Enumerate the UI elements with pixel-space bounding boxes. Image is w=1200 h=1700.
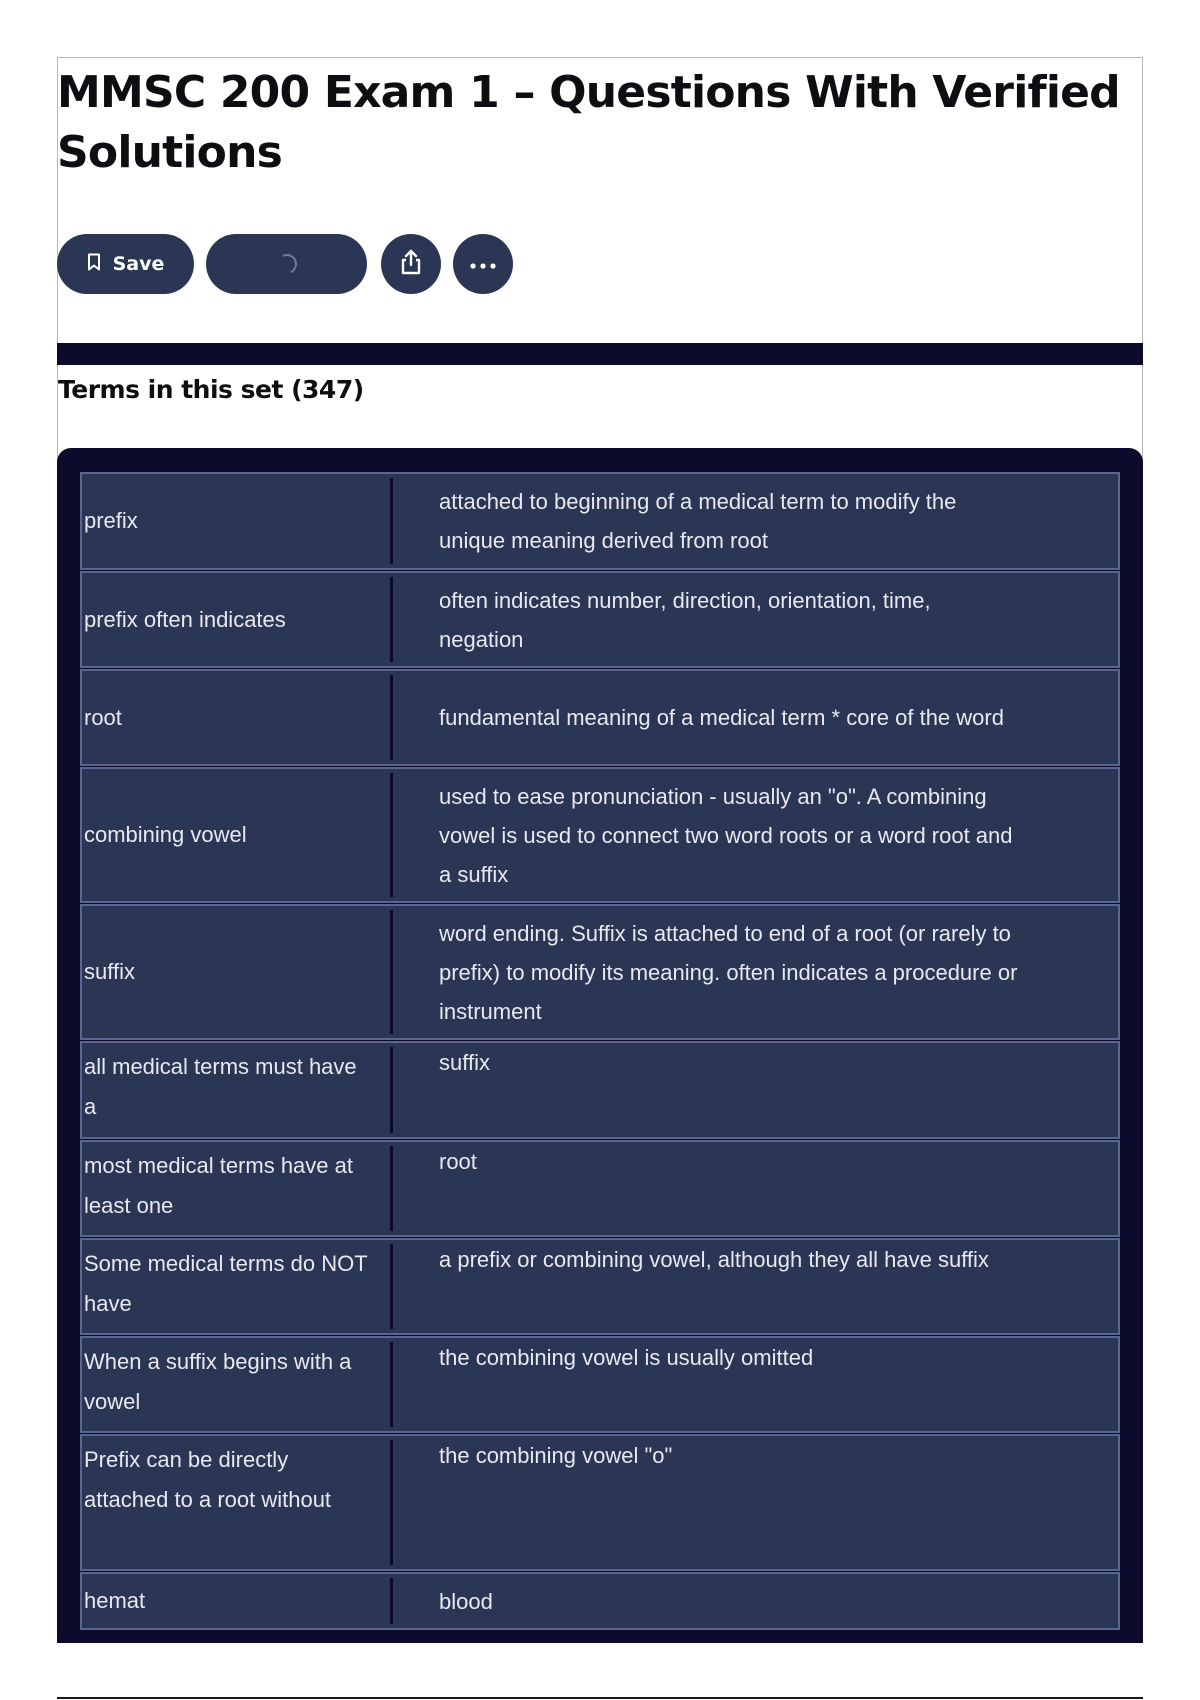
spinner-icon — [274, 251, 300, 277]
table-row — [80, 669, 1120, 766]
term-cell: most medical terms have at least one — [82, 1146, 393, 1231]
table-row — [80, 571, 1120, 668]
definition-cell: root — [439, 1149, 477, 1174]
loading-button[interactable] — [206, 234, 367, 294]
table-row — [80, 1238, 1120, 1335]
table-row — [80, 1336, 1120, 1433]
action-toolbar — [57, 234, 513, 294]
term-cell: hemat — [82, 1578, 393, 1624]
more-options-button[interactable] — [453, 234, 513, 294]
bookmark-icon — [87, 253, 101, 276]
table-row — [80, 1434, 1120, 1571]
term-cell: When a suffix begins with a vowel — [82, 1342, 393, 1427]
term-cell: prefix — [82, 478, 393, 564]
page-title: MMSC 200 Exam 1 – Questions With Verified Solutions — [57, 67, 1120, 178]
save-label: Save — [112, 253, 165, 275]
definition-cell: used to ease pronunciation - usually an "o". A combining vowel is used to connect two word roots or a word root and a suffix — [439, 783, 1013, 887]
definition-cell: suffix — [439, 1050, 490, 1075]
share-button[interactable] — [381, 234, 441, 294]
terms-table — [80, 472, 1120, 1631]
definition-cell: a prefix or combining vowel, although they all have suffix — [439, 1247, 989, 1272]
definition-cell: attached to beginning of a medical term to modify the unique meaning derived from root — [439, 489, 957, 553]
term-cell: Some medical terms do NOT have — [82, 1244, 393, 1329]
section-divider — [57, 343, 1143, 365]
term-cell: suffix — [82, 910, 393, 1034]
page-bottom-rule — [57, 1697, 1143, 1699]
definition-cell: the combining vowel is usually omitted — [439, 1345, 814, 1370]
definition-cell: word ending. Suffix is attached to end of a root (or rarely to prefix) to modify its meaning. often indicates a procedure or instrument — [439, 920, 1018, 1024]
definition-cell: often indicates number, direction, orientation, time, negation — [439, 587, 931, 652]
table-row — [80, 1572, 1120, 1630]
more-icon — [469, 253, 497, 275]
term-cell: Prefix can be directly attached to a root without — [82, 1440, 393, 1565]
share-icon — [398, 248, 424, 281]
table-row — [80, 1140, 1120, 1237]
table-row — [80, 904, 1120, 1040]
term-cell: root — [82, 675, 393, 760]
term-cell: prefix often indicates — [82, 577, 393, 662]
table-row — [80, 472, 1120, 570]
save-button[interactable] — [57, 234, 194, 294]
term-cell: combining vowel — [82, 773, 393, 897]
table-row — [80, 767, 1120, 903]
table-row — [80, 1041, 1120, 1139]
terms-heading: Terms in this set (347) — [58, 375, 364, 404]
term-cell: all medical terms must have a — [82, 1047, 393, 1133]
definition-cell: blood — [439, 1588, 493, 1614]
definition-cell: fundamental meaning of a medical term * core of the word — [439, 705, 1004, 730]
definition-cell: the combining vowel "o" — [439, 1443, 673, 1468]
